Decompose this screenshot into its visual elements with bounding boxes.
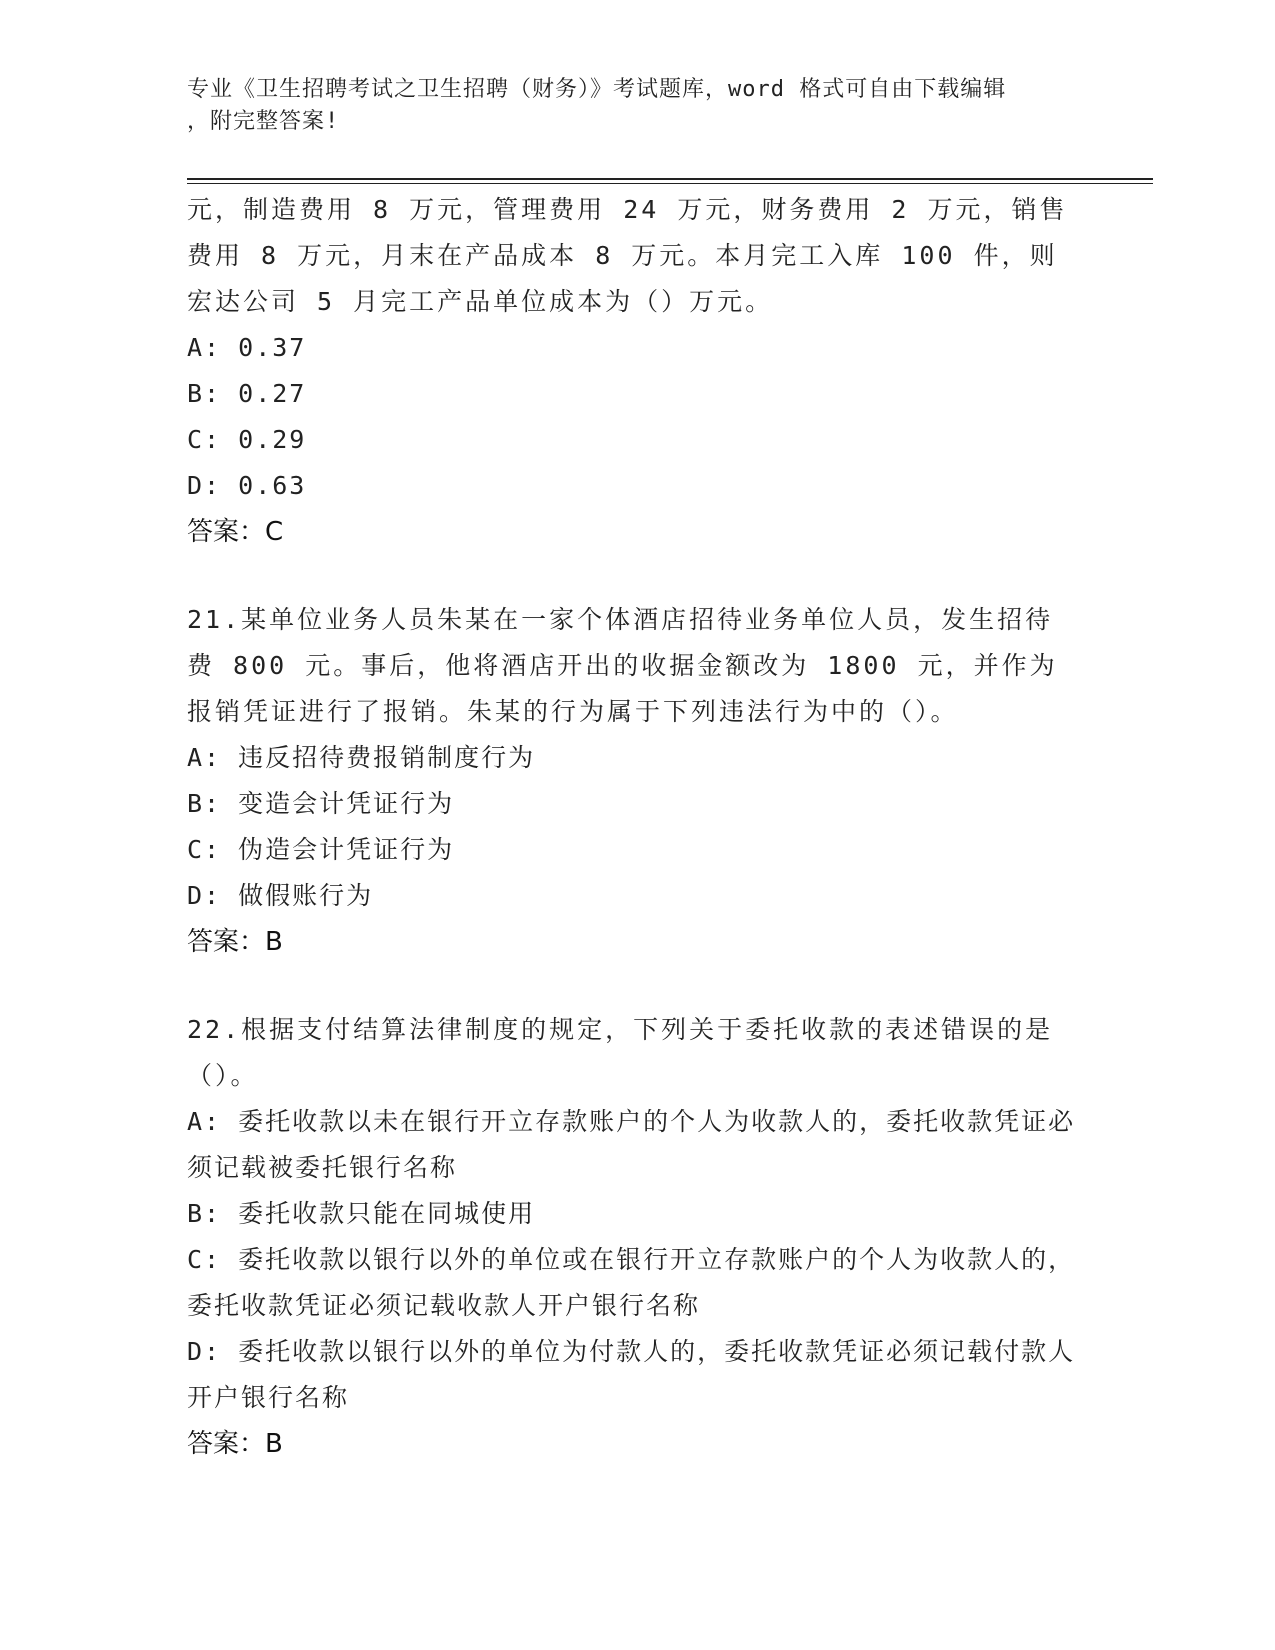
header-divider — [187, 178, 1153, 184]
question-text: 元，制造费用 8 万元，管理费用 24 万元，财务费用 2 万元，销售费用 8 万元，月末在产品成本 8 万元。本月完工入库 100 件，则宏达公司 5 月完工产品单位成本为（）万元。 — [187, 195, 1068, 316]
option-c: C: 委托收款以银行以外的单位或在银行开立存款账户的个人为收款人的，委托收款凭证必须记载收款人开户银行名称 — [187, 1245, 1076, 1320]
question-22 — [187, 1007, 1077, 1467]
header-line-1: 专业《卫生招聘考试之卫生招聘（财务）》考试题库，word 格式可自由下载编辑 — [187, 77, 1007, 102]
question-list — [187, 187, 1077, 1467]
option-b: B: 0.27 — [187, 379, 307, 408]
option-c: C: 0.29 — [187, 425, 307, 454]
option-d: D: 委托收款以银行以外的单位为付款人的，委托收款凭证必须记载付款人开户银行名称 — [187, 1337, 1076, 1412]
question-20 — [187, 187, 1077, 555]
page-header — [187, 74, 1067, 138]
option-b: B: 变造会计凭证行为 — [187, 789, 455, 818]
answer: 答案：C — [187, 517, 284, 547]
option-c: C: 伪造会计凭证行为 — [187, 835, 455, 864]
option-a: A: 违反招待费报销制度行为 — [187, 743, 536, 772]
answer: 答案：B — [187, 927, 283, 957]
option-d: D: 做假账行为 — [187, 881, 374, 910]
question-text: 22.根据支付结算法律制度的规定，下列关于委托收款的表述错误的是（）。 — [187, 1015, 1054, 1090]
answer: 答案：B — [187, 1429, 283, 1459]
option-b: B: 委托收款只能在同城使用 — [187, 1199, 536, 1228]
option-d: D: 0.63 — [187, 471, 307, 500]
option-a: A: 0.37 — [187, 333, 307, 362]
option-a: A: 委托收款以未在银行开立存款账户的个人为收款人的，委托收款凭证必须记载被委托银行名称 — [187, 1107, 1076, 1182]
question-text: 21.某单位业务人员朱某在一家个体酒店招待业务单位人员，发生招待费 800 元。事后，他将酒店开出的收据金额改为 1800 元，并作为报销凭证进行了报销。朱某的行为属于下列违法行为中的（）。 — [187, 605, 1058, 726]
question-21 — [187, 597, 1077, 965]
header-line-2: ，附完整答案! — [187, 109, 340, 134]
